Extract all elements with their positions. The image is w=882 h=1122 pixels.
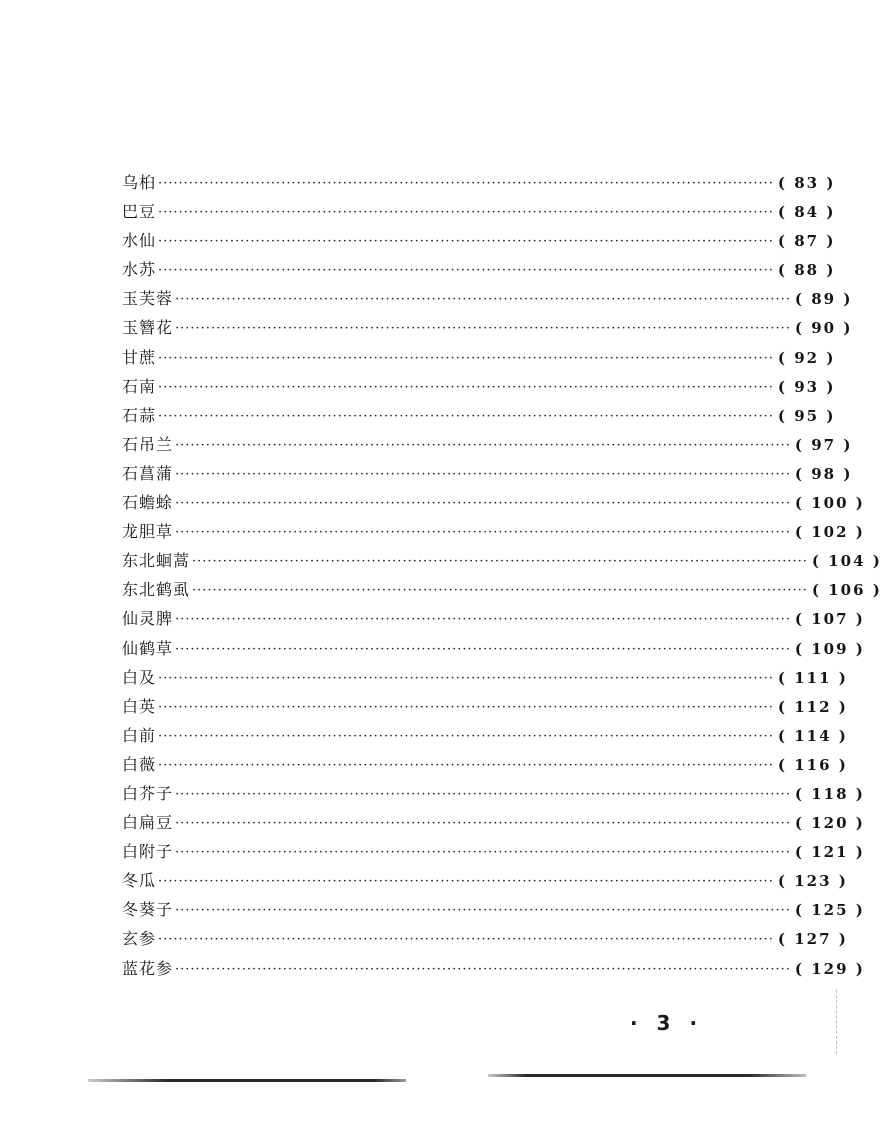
dot-leader: ························································································································ [175, 816, 791, 832]
dot-leader: ························································································································ [175, 845, 791, 861]
toc-entry [122, 721, 848, 750]
dot-leader: ························································································································ [175, 961, 791, 977]
toc-entry-title: 白及 [122, 667, 157, 687]
toc-entry-page: ( 116 ) [777, 755, 848, 774]
dot-leader: ························································································································ [175, 903, 791, 919]
toc-entry [122, 372, 836, 401]
dot-leader: ························································································································ [158, 379, 774, 395]
toc-entry-page: ( 93 ) [777, 377, 836, 396]
dot-leader: ························································································································ [192, 583, 808, 599]
toc-entry-page: ( 109 ) [794, 639, 865, 658]
toc-entry-page: ( 100 ) [794, 494, 865, 513]
toc-entry-page: ( 123 ) [777, 872, 848, 891]
toc-entry-title: 水仙 [122, 231, 157, 251]
toc-entry-title: 龙胆草 [122, 522, 174, 542]
toc-entry-title: 仙鹤草 [122, 638, 174, 658]
toc-entry-title: 东北鹤虱 [122, 580, 191, 600]
toc-entry-title: 白附子 [122, 842, 174, 862]
toc-entry [122, 663, 848, 692]
toc-entry [122, 895, 865, 924]
toc-entry [122, 924, 848, 953]
scan-edge-mark [836, 990, 838, 1054]
toc-entry-page: ( 106 ) [811, 581, 882, 600]
toc-entry-page: ( 129 ) [794, 959, 865, 978]
toc-entry-page: ( 92 ) [777, 348, 836, 367]
toc-entry [122, 808, 865, 837]
toc-entry [122, 837, 865, 866]
dot-leader: ························································································································ [175, 437, 791, 453]
toc-entry [122, 488, 865, 517]
dot-leader: ························································································································ [158, 234, 774, 250]
toc-entry-title: 玄参 [122, 929, 157, 949]
toc-entry-page: ( 98 ) [794, 464, 853, 483]
toc-entry-title: 石菖蒲 [122, 463, 174, 483]
dot-leader: ························································································································ [175, 525, 791, 541]
toc-entry-title: 石蒜 [122, 405, 157, 425]
toc-entry-page: ( 90 ) [794, 319, 853, 338]
dot-leader: ························································································································ [158, 350, 774, 366]
toc-entry-page: ( 118 ) [794, 784, 865, 803]
toc-entry-title: 巴豆 [122, 202, 157, 222]
toc-entry-title: 石吊兰 [122, 434, 174, 454]
toc-entry-page: ( 121 ) [794, 843, 865, 862]
dot-leader: ························································································································ [158, 408, 774, 424]
toc-entry-page: ( 83 ) [777, 174, 836, 192]
toc-entry-title: 石蟾蜍 [122, 493, 174, 513]
dot-leader: ························································································································ [158, 670, 774, 686]
toc-entry-title: 玉芙蓉 [122, 289, 174, 309]
toc-entry-page: ( 95 ) [777, 406, 836, 425]
toc-entry-page: ( 127 ) [777, 930, 848, 949]
dot-leader: ························································································································ [175, 641, 791, 657]
toc-entry [122, 255, 836, 284]
dot-leader: ························································································································ [158, 757, 774, 773]
toc-entry [122, 459, 853, 488]
table-of-contents [122, 168, 882, 983]
dot-leader: ························································································································ [175, 612, 791, 628]
toc-entry [122, 401, 836, 430]
dot-leader: ························································································································ [175, 292, 791, 308]
toc-entry-page: ( 102 ) [794, 523, 865, 542]
dot-leader: ························································································································ [158, 263, 774, 279]
dot-leader: ························································································································ [158, 932, 774, 948]
toc-entry-page: ( 111 ) [777, 668, 848, 687]
toc-entry-title: 白薇 [122, 754, 157, 774]
toc-entry [122, 430, 853, 459]
toc-entry-page: ( 125 ) [794, 901, 865, 920]
dot-leader: ························································································································ [175, 466, 791, 482]
toc-entry [122, 517, 865, 546]
toc-entry-page: ( 114 ) [777, 726, 848, 745]
toc-entry-title: 玉簪花 [122, 318, 174, 338]
toc-entry-title: 乌桕 [122, 173, 157, 192]
toc-entry [122, 575, 882, 604]
toc-entry-title: 白前 [122, 725, 157, 745]
toc-entry-title: 甘蔗 [122, 347, 157, 367]
toc-entry-page: ( 87 ) [777, 232, 836, 251]
toc-entry [122, 284, 853, 313]
toc-entry-page: ( 120 ) [794, 814, 865, 833]
toc-entry [122, 779, 865, 808]
dot-leader: ························································································································ [158, 699, 774, 715]
toc-entry [122, 604, 865, 633]
bottom-rule-right [488, 1074, 806, 1077]
toc-entry [122, 692, 848, 721]
toc-entry-page: ( 88 ) [777, 261, 836, 280]
dot-leader: ························································································································ [175, 321, 791, 337]
toc-entry-title: 白扁豆 [122, 813, 174, 833]
toc-entry [122, 750, 848, 779]
toc-entry [122, 546, 882, 575]
toc-entry-title: 东北蛔蒿 [122, 551, 191, 571]
dot-leader: ························································································································ [158, 176, 774, 191]
toc-entry-title: 冬瓜 [122, 871, 157, 891]
dot-leader: ························································································································ [158, 728, 774, 744]
bottom-rule-left [88, 1079, 406, 1082]
toc-entry [122, 313, 853, 342]
toc-entry-page: ( 107 ) [794, 610, 865, 629]
toc-entry-title: 仙灵脾 [122, 609, 174, 629]
dot-leader: ························································································································ [192, 554, 808, 570]
toc-entry [122, 197, 836, 226]
toc-entry [122, 226, 836, 255]
toc-entry-page: ( 97 ) [794, 435, 853, 454]
toc-entry-page: ( 84 ) [777, 203, 836, 222]
toc-entry-title: 白英 [122, 696, 157, 716]
toc-entry [122, 866, 848, 895]
toc-entry-title: 蓝花参 [122, 958, 174, 978]
toc-entry-title: 白芥子 [122, 783, 174, 803]
dot-leader: ························································································································ [158, 205, 774, 221]
toc-entry [122, 168, 836, 197]
toc-entry-page: ( 104 ) [811, 552, 882, 571]
toc-entry [122, 634, 865, 663]
dot-leader: ························································································································ [158, 874, 774, 890]
toc-entry-title: 水苏 [122, 260, 157, 280]
dot-leader: ························································································································ [175, 496, 791, 512]
dot-leader: ························································································································ [175, 786, 791, 802]
page-number: · 3 · [630, 1011, 704, 1035]
toc-entry-title: 冬葵子 [122, 900, 174, 920]
toc-entry-page: ( 112 ) [777, 697, 848, 716]
toc-entry-title: 石南 [122, 376, 157, 396]
toc-entry [122, 343, 836, 372]
toc-entry [122, 954, 865, 983]
toc-entry-page: ( 89 ) [794, 290, 853, 309]
